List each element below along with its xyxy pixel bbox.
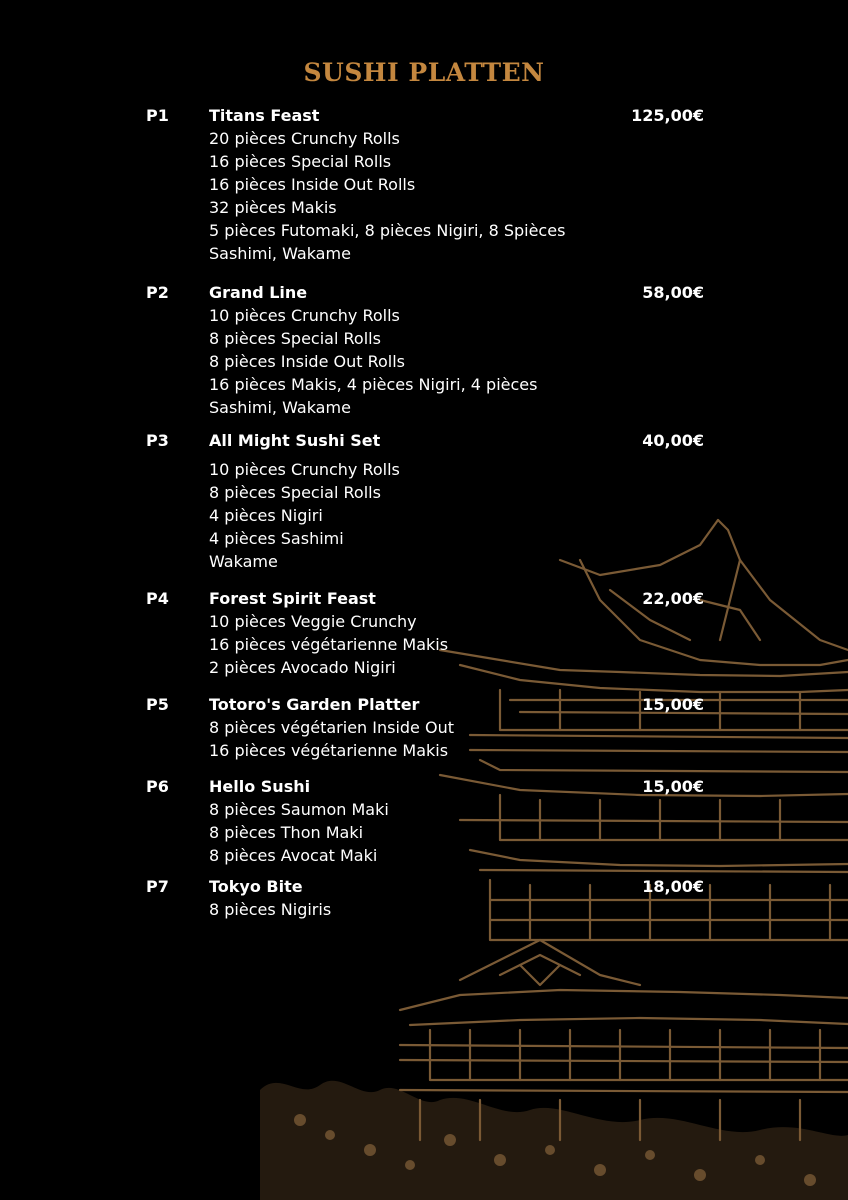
item-name: All Might Sushi Set <box>209 431 381 450</box>
item-line: 16 pièces végétarienne Makis <box>209 741 449 760</box>
item-line: 8 pièces Avocat Maki <box>209 846 378 865</box>
item-code: P5 <box>146 695 169 714</box>
item-line: 10 pièces Crunchy Rolls <box>209 306 400 325</box>
item-code: P1 <box>146 106 169 125</box>
item-line: 20 pièces Crunchy Rolls <box>209 129 400 148</box>
item-line: Sashimi, Wakame <box>209 398 351 417</box>
item-line: 32 pièces Makis <box>209 198 337 217</box>
item-price: 22,00€ <box>642 589 704 608</box>
item-name: Totoro's Garden Platter <box>209 695 420 714</box>
item-line: Sashimi, Wakame <box>209 244 351 263</box>
item-price: 125,00€ <box>631 106 704 125</box>
item-code: P6 <box>146 777 169 796</box>
item-code: P2 <box>146 283 169 302</box>
item-line: 8 pièces Special Rolls <box>209 483 381 502</box>
item-body <box>209 875 589 921</box>
item-line: 8 pièces végétarien Inside Out <box>209 718 454 737</box>
item-price: 15,00€ <box>642 695 704 714</box>
item-body <box>209 693 589 762</box>
item-line: 4 pièces Sashimi <box>209 529 344 548</box>
item-price: 40,00€ <box>642 431 704 450</box>
item-line: 8 pièces Thon Maki <box>209 823 364 842</box>
item-name: Forest Spirit Feast <box>209 589 376 608</box>
item-code: P3 <box>146 431 169 450</box>
item-name: Titans Feast <box>209 106 320 125</box>
item-body <box>209 429 589 573</box>
item-body <box>209 281 589 419</box>
item-body <box>209 587 589 679</box>
item-line: 16 pièces Special Rolls <box>209 152 392 171</box>
item-body <box>209 775 589 867</box>
item-line: 2 pièces Avocado Nigiri <box>209 658 396 677</box>
item-line: 10 pièces Veggie Crunchy <box>209 612 417 631</box>
item-price: 18,00€ <box>642 877 704 896</box>
item-code: P7 <box>146 877 169 896</box>
item-line: 5 pièces Futomaki, 8 pièces Nigiri, 8 Spièces <box>209 221 566 240</box>
item-line: 10 pièces Crunchy Rolls <box>209 460 400 479</box>
item-line: Wakame <box>209 552 278 571</box>
item-line: 8 pièces Saumon Maki <box>209 800 389 819</box>
item-price: 58,00€ <box>642 283 704 302</box>
item-line: 4 pièces Nigiri <box>209 506 323 525</box>
item-line: 16 pièces Makis, 4 pièces Nigiri, 4 pièces <box>209 375 538 394</box>
item-line: 16 pièces Inside Out Rolls <box>209 175 416 194</box>
item-price: 15,00€ <box>642 777 704 796</box>
item-name: Hello Sushi <box>209 777 311 796</box>
item-name: Grand Line <box>209 283 308 302</box>
item-line: 8 pièces Special Rolls <box>209 329 381 348</box>
item-line: 8 pièces Nigiris <box>209 900 332 919</box>
item-line: 16 pièces végétarienne Makis <box>209 635 449 654</box>
page-title: SUSHI PLATTEN <box>303 58 545 87</box>
item-code: P4 <box>146 589 169 608</box>
item-line: 8 pièces Inside Out Rolls <box>209 352 406 371</box>
item-name: Tokyo Bite <box>209 877 303 896</box>
item-body <box>209 104 589 265</box>
